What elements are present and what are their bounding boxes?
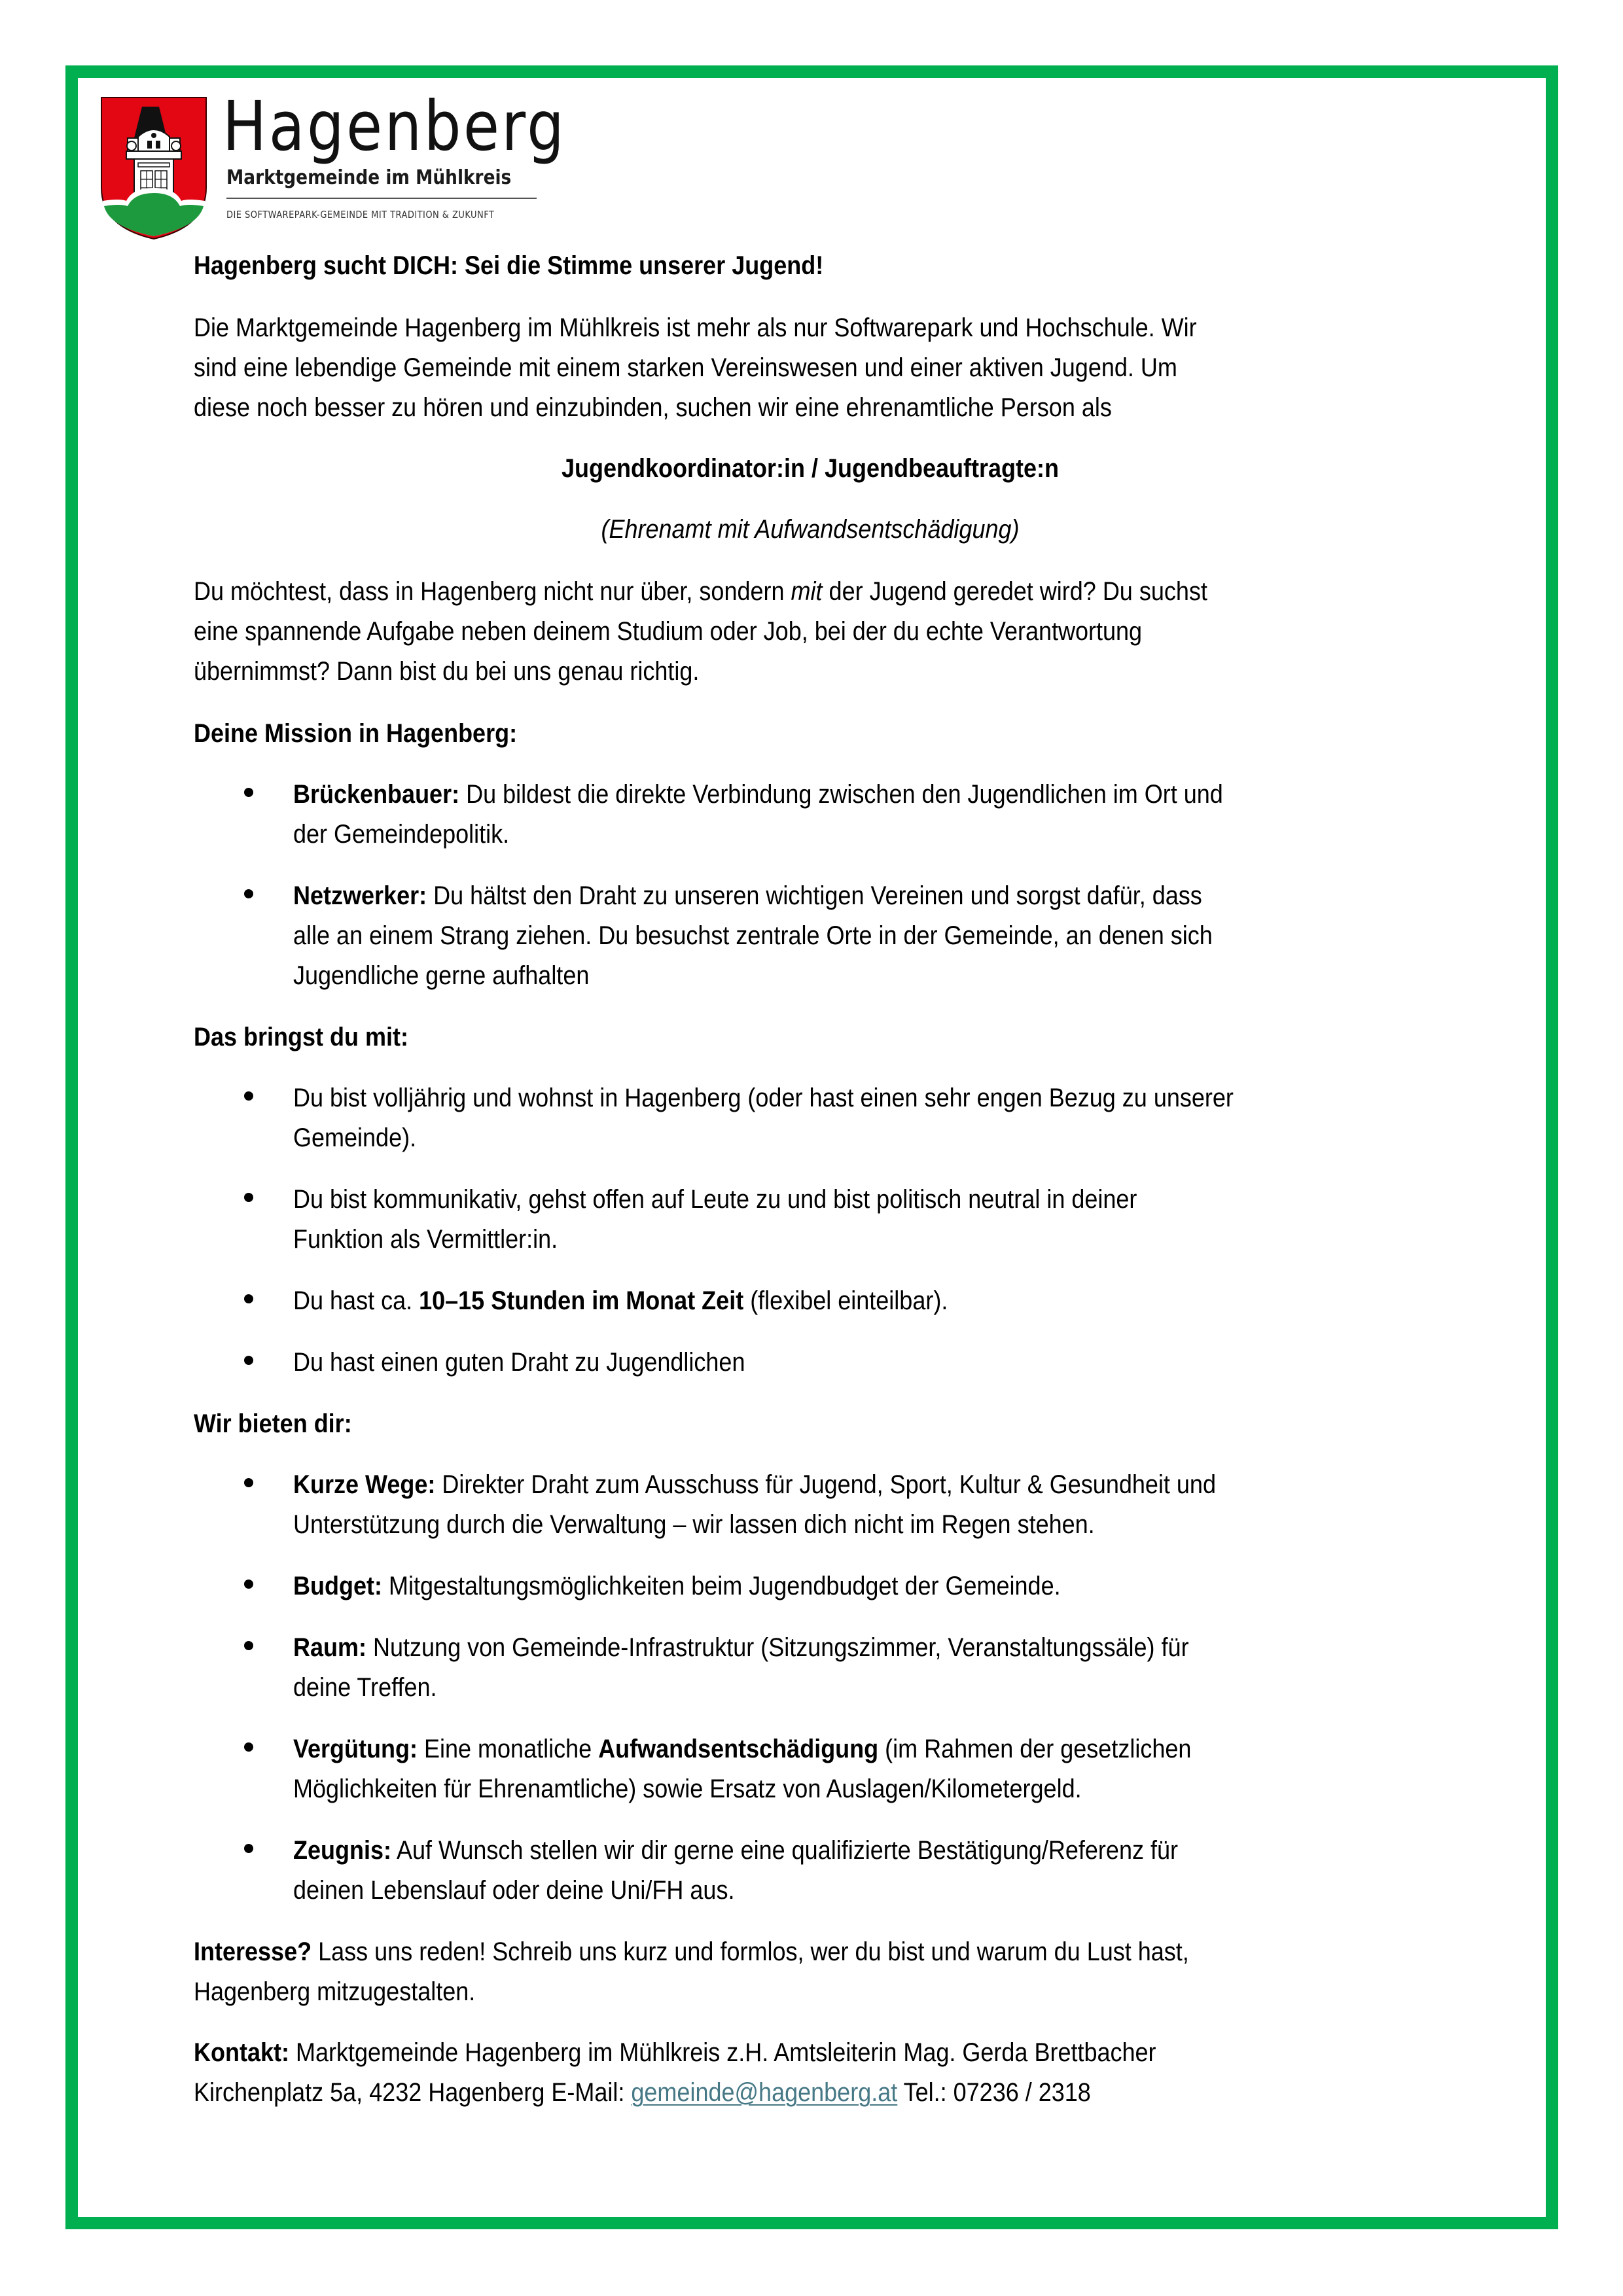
text-run: diese noch besser zu hören und einzubinden, suchen wir eine ehrenamtliche Person als bbox=[194, 393, 1112, 422]
logo-divider bbox=[226, 198, 537, 199]
text-run: Unterstützung durch die Verwaltung – wir lassen dich nicht im Regen stehen. bbox=[293, 1510, 1095, 1539]
bullet-icon bbox=[244, 1356, 253, 1365]
text-run: Du bist kommunikativ, gehst offen auf Leute zu und bist politisch neutral in deiner bbox=[293, 1185, 1137, 1214]
pitch-line bbox=[194, 616, 1142, 647]
text-run: alle an einem Strang ziehen. Du besuchst zentrale Orte in der Gemeinde, an denen sich bbox=[293, 921, 1213, 950]
text-run: sind eine lebendige Gemeinde mit einem starken Vereinswesen und einer aktiven Jugend. Um bbox=[194, 353, 1177, 382]
text-run: Direkter Draht zum Ausschuss für Jugend, Sport, Kultur & Gesundheit und bbox=[435, 1470, 1216, 1499]
list-item-line bbox=[293, 1224, 558, 1255]
list-item-line bbox=[293, 1285, 948, 1316]
municipality-logo bbox=[98, 86, 567, 245]
bullet-icon bbox=[244, 1844, 253, 1853]
list-item-line bbox=[293, 779, 1223, 810]
section-heading bbox=[194, 1408, 352, 1439]
text-run: mit bbox=[791, 577, 823, 606]
text-run: Nutzung von Gemeinde-Infrastruktur (Sitzungszimmer, Veranstaltungssäle) für bbox=[366, 1633, 1189, 1662]
logo-subtitle: Marktgemeinde im Mühlkreis bbox=[226, 166, 512, 189]
bullet-icon bbox=[244, 1580, 253, 1589]
list-item-line bbox=[293, 1184, 1137, 1215]
text-run: übernimmst? Dann bist du bei uns genau richtig. bbox=[194, 657, 700, 686]
text-run: Mitgestaltungsmöglichkeiten beim Jugendbudget der Gemeinde. bbox=[382, 1572, 1061, 1600]
text-run: Hagenberg sucht DICH: Sei die Stimme unserer Jugend! bbox=[194, 251, 824, 280]
bullet-icon bbox=[244, 1091, 253, 1101]
bold-label: Aufwandsentschädigung bbox=[598, 1735, 879, 1763]
list-item-line bbox=[293, 1347, 745, 1378]
list-item-line bbox=[293, 880, 1202, 911]
list-item-line bbox=[293, 1509, 1095, 1540]
section-heading bbox=[194, 1021, 408, 1053]
intro-line bbox=[194, 312, 1197, 344]
bullet-icon bbox=[244, 889, 253, 898]
text-run: deinen Lebenslauf oder deine Uni/FH aus. bbox=[293, 1876, 735, 1905]
list-item-line bbox=[293, 1632, 1189, 1663]
list-item-line bbox=[293, 1733, 1191, 1765]
list-item-line bbox=[293, 1835, 1178, 1866]
text-run: Tel.: 07236 / 2318 bbox=[897, 2078, 1091, 2107]
text-run: Funktion als Vermittler:in. bbox=[293, 1225, 558, 1254]
bold-label: Vergütung: bbox=[293, 1735, 418, 1763]
text-run: Du hast einen guten Draht zu Jugendlichen bbox=[293, 1348, 745, 1377]
text-run: Deine Mission in Hagenberg: bbox=[194, 719, 518, 748]
bullet-icon bbox=[244, 1478, 253, 1487]
logo-title: Hagenberg bbox=[223, 86, 567, 166]
text-run: Eine monatliche bbox=[417, 1735, 599, 1763]
bullet-icon bbox=[244, 1294, 253, 1303]
bold-label: Zeugnis: bbox=[293, 1836, 392, 1865]
text-run: Hagenberg mitzugestalten. bbox=[194, 1977, 476, 2006]
bold-label: Brückenbauer: bbox=[293, 780, 460, 809]
bullet-icon bbox=[244, 788, 253, 797]
section-heading bbox=[194, 718, 517, 749]
text-run: Das bringst du mit: bbox=[194, 1023, 409, 1051]
text-run: Du bildest die direkte Verbindung zwischen den Jugendlichen im Ort und bbox=[459, 780, 1223, 809]
bold-label: Budget: bbox=[293, 1572, 382, 1600]
text-run: (Ehrenamt mit Aufwandsentschädigung) bbox=[601, 515, 1020, 544]
text-run: (flexibel einteilbar). bbox=[743, 1286, 948, 1315]
text-run: Marktgemeinde Hagenberg im Mühlkreis z.H. Amtsleiterin Mag. Gerda Brettbacher bbox=[289, 2038, 1156, 2067]
closing-line bbox=[194, 1976, 475, 2007]
bold-label: 10–15 Stunden im Monat Zeit bbox=[419, 1286, 744, 1315]
text-run: Du möchtest, dass in Hagenberg nicht nur über, sondern bbox=[194, 577, 791, 606]
text-run: Kirchenplatz 5a, 4232 Hagenberg E-Mail: bbox=[194, 2078, 632, 2107]
text-run: Du bist volljährig und wohnst in Hagenberg (oder hast einen sehr engen Bezug zu unserer bbox=[293, 1084, 1234, 1112]
text-run: (im Rahmen der gesetzlichen bbox=[878, 1735, 1192, 1763]
text-run: Du hältst den Draht zu unseren wichtigen Vereinen und sorgst dafür, dass bbox=[427, 881, 1202, 910]
text-run: Lass uns reden! Schreib uns kurz und formlos, wer du bist und warum du Lust hast, bbox=[312, 1937, 1189, 1966]
list-item-line bbox=[293, 819, 509, 850]
closing-line bbox=[194, 1936, 1189, 1968]
bold-label: Raum: bbox=[293, 1633, 367, 1662]
bold-label: Kontakt: bbox=[194, 2038, 289, 2067]
list-item-line bbox=[293, 1122, 416, 1154]
text-run: Gemeinde). bbox=[293, 1123, 417, 1152]
intro-line bbox=[194, 392, 1112, 423]
list-item-line bbox=[293, 1773, 1082, 1805]
coat-of-arms-tower-icon bbox=[100, 96, 207, 240]
intro-line bbox=[194, 352, 1177, 383]
text-run: Wir bieten dir: bbox=[194, 1409, 352, 1438]
list-item-line bbox=[293, 1875, 734, 1906]
bullet-icon bbox=[244, 1641, 253, 1650]
text-run: der Jugend geredet wird? Du suchst bbox=[822, 577, 1207, 606]
bullet-icon bbox=[244, 1193, 253, 1202]
text-run: Möglichkeiten für Ehrenamtliche) sowie Ersatz von Auslagen/Kilometergeld. bbox=[293, 1775, 1082, 1803]
bullet-icon bbox=[244, 1742, 253, 1752]
list-item-line bbox=[293, 1570, 1061, 1602]
contact-line bbox=[194, 2037, 1156, 2068]
text-run: Die Marktgemeinde Hagenberg im Mühlkreis ist mehr als nur Softwarepark und Hochschule. Wir bbox=[194, 313, 1197, 342]
bold-label: Kurze Wege: bbox=[293, 1470, 436, 1499]
position-note bbox=[255, 514, 1365, 545]
pitch-line bbox=[194, 576, 1207, 607]
page-border-frame bbox=[65, 65, 1558, 2229]
text-run: Jugendkoordinator:in / Jugendbeauftragte:n bbox=[561, 454, 1059, 483]
contact-line bbox=[194, 2077, 1091, 2108]
position-title bbox=[255, 453, 1365, 484]
list-item-line bbox=[293, 1672, 437, 1703]
list-item-line bbox=[293, 1469, 1216, 1500]
email-link[interactable]: gemeinde@hagenberg.at bbox=[631, 2078, 898, 2107]
bold-label: Netzwerker: bbox=[293, 881, 427, 910]
pitch-line bbox=[194, 656, 699, 687]
list-item-line bbox=[293, 920, 1213, 951]
list-item-line bbox=[293, 960, 589, 991]
list-item-line bbox=[293, 1082, 1234, 1114]
text-run: der Gemeindepolitik. bbox=[293, 820, 510, 849]
headline bbox=[194, 250, 823, 281]
text-run: Jugendliche gerne aufhalten bbox=[293, 961, 590, 990]
text-run: Du hast ca. bbox=[293, 1286, 419, 1315]
text-run: deine Treffen. bbox=[293, 1673, 437, 1702]
text-run: Auf Wunsch stellen wir dir gerne eine qualifizierte Bestätigung/Referenz für bbox=[391, 1836, 1178, 1865]
bold-label: Interesse? bbox=[194, 1937, 312, 1966]
text-run: eine spannende Aufgabe neben deinem Studium oder Job, bei der du echte Verantwortung bbox=[194, 617, 1143, 646]
logo-tagline: DIE SOFTWAREPARK-GEMEINDE MIT TRADITION & ZUKUNFT bbox=[226, 209, 495, 221]
